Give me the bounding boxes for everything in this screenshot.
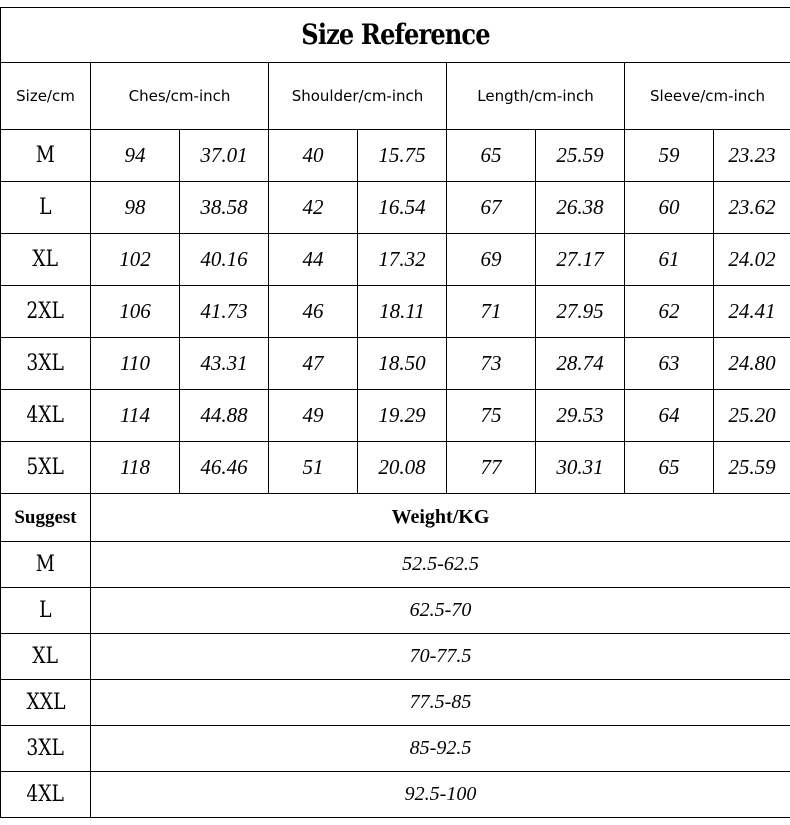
sleeve-inch: 25.20: [714, 390, 790, 442]
size-label: L: [1, 588, 91, 634]
header-sleeve: Sleeve/cm-inch: [625, 63, 790, 130]
title-row: [0, 7, 790, 63]
shoulder-inch: 17.32: [358, 234, 447, 286]
size-label: M: [1, 542, 91, 588]
size-label: XL: [1, 234, 91, 286]
weight-range: 52.5-62.5: [91, 542, 790, 588]
size-table-header: [1, 63, 790, 130]
shoulder-cm: 40: [269, 130, 358, 182]
chest-inch: 37.01: [180, 130, 269, 182]
header-length: Length/cm-inch: [447, 63, 625, 130]
shoulder-cm: 46: [269, 286, 358, 338]
sleeve-inch: 24.80: [714, 338, 790, 390]
length-cm: 69: [447, 234, 536, 286]
length-inch: 26.38: [536, 182, 625, 234]
header-suggest: Suggest: [1, 494, 91, 542]
shoulder-inch: 16.54: [358, 182, 447, 234]
size-label: 5XL: [1, 442, 91, 494]
table-row: [1, 726, 790, 772]
length-inch: 27.17: [536, 234, 625, 286]
sleeve-cm: 61: [625, 234, 714, 286]
table-row: [1, 234, 790, 286]
chest-inch: 41.73: [180, 286, 269, 338]
weight-range: 70-77.5: [91, 634, 790, 680]
header-size: Size/cm: [1, 63, 91, 130]
page-title: Size Reference: [301, 18, 490, 51]
chest-inch: 38.58: [180, 182, 269, 234]
table-row: [1, 130, 790, 182]
shoulder-cm: 47: [269, 338, 358, 390]
shoulder-inch: 18.11: [358, 286, 447, 338]
header-shoulder: Shoulder/cm-inch: [269, 63, 447, 130]
sleeve-inch: 24.02: [714, 234, 790, 286]
table-row: [1, 390, 790, 442]
length-cm: 71: [447, 286, 536, 338]
length-cm: 65: [447, 130, 536, 182]
table-row: [1, 182, 790, 234]
chest-inch: 40.16: [180, 234, 269, 286]
sleeve-cm: 62: [625, 286, 714, 338]
shoulder-cm: 44: [269, 234, 358, 286]
chest-cm: 94: [91, 130, 180, 182]
size-label: 4XL: [1, 390, 91, 442]
table-row: [1, 634, 790, 680]
size-label: XXL: [1, 680, 91, 726]
sleeve-cm: 63: [625, 338, 714, 390]
chest-cm: 106: [91, 286, 180, 338]
chest-cm: 102: [91, 234, 180, 286]
size-label: XL: [1, 634, 91, 680]
chest-inch: 43.31: [180, 338, 269, 390]
sleeve-cm: 65: [625, 442, 714, 494]
size-label: 2XL: [1, 286, 91, 338]
length-inch: 29.53: [536, 390, 625, 442]
length-cm: 67: [447, 182, 536, 234]
shoulder-cm: 49: [269, 390, 358, 442]
sleeve-inch: 24.41: [714, 286, 790, 338]
sleeve-inch: 23.62: [714, 182, 790, 234]
size-label: 3XL: [1, 726, 91, 772]
size-label: 4XL: [1, 772, 91, 818]
sleeve-inch: 23.23: [714, 130, 790, 182]
size-table: [0, 62, 790, 494]
length-cm: 75: [447, 390, 536, 442]
table-row: [1, 588, 790, 634]
length-cm: 77: [447, 442, 536, 494]
length-inch: 30.31: [536, 442, 625, 494]
shoulder-cm: 51: [269, 442, 358, 494]
shoulder-inch: 20.08: [358, 442, 447, 494]
length-inch: 27.95: [536, 286, 625, 338]
chest-cm: 110: [91, 338, 180, 390]
length-cm: 73: [447, 338, 536, 390]
shoulder-inch: 19.29: [358, 390, 447, 442]
shoulder-cm: 42: [269, 182, 358, 234]
chest-inch: 44.88: [180, 390, 269, 442]
size-label: M: [1, 130, 91, 182]
weight-range: 62.5-70: [91, 588, 790, 634]
shoulder-inch: 18.50: [358, 338, 447, 390]
table-row: [1, 772, 790, 818]
sleeve-inch: 25.59: [714, 442, 790, 494]
table-row: [1, 442, 790, 494]
sleeve-cm: 59: [625, 130, 714, 182]
size-label: 3XL: [1, 338, 91, 390]
table-row: [1, 286, 790, 338]
header-chest: Ches/cm-inch: [91, 63, 269, 130]
weight-range: 77.5-85: [91, 680, 790, 726]
weight-table: [0, 493, 790, 818]
chest-cm: 98: [91, 182, 180, 234]
table-row: [1, 542, 790, 588]
sleeve-cm: 60: [625, 182, 714, 234]
shoulder-inch: 15.75: [358, 130, 447, 182]
weight-range: 85-92.5: [91, 726, 790, 772]
size-label: L: [1, 182, 91, 234]
length-inch: 25.59: [536, 130, 625, 182]
weight-range: 92.5-100: [91, 772, 790, 818]
table-row: [1, 680, 790, 726]
sleeve-cm: 64: [625, 390, 714, 442]
weight-table-header: [1, 494, 790, 542]
header-weight: Weight/KG: [91, 494, 790, 542]
table-row: [1, 338, 790, 390]
chest-inch: 46.46: [180, 442, 269, 494]
chest-cm: 118: [91, 442, 180, 494]
chest-cm: 114: [91, 390, 180, 442]
length-inch: 28.74: [536, 338, 625, 390]
